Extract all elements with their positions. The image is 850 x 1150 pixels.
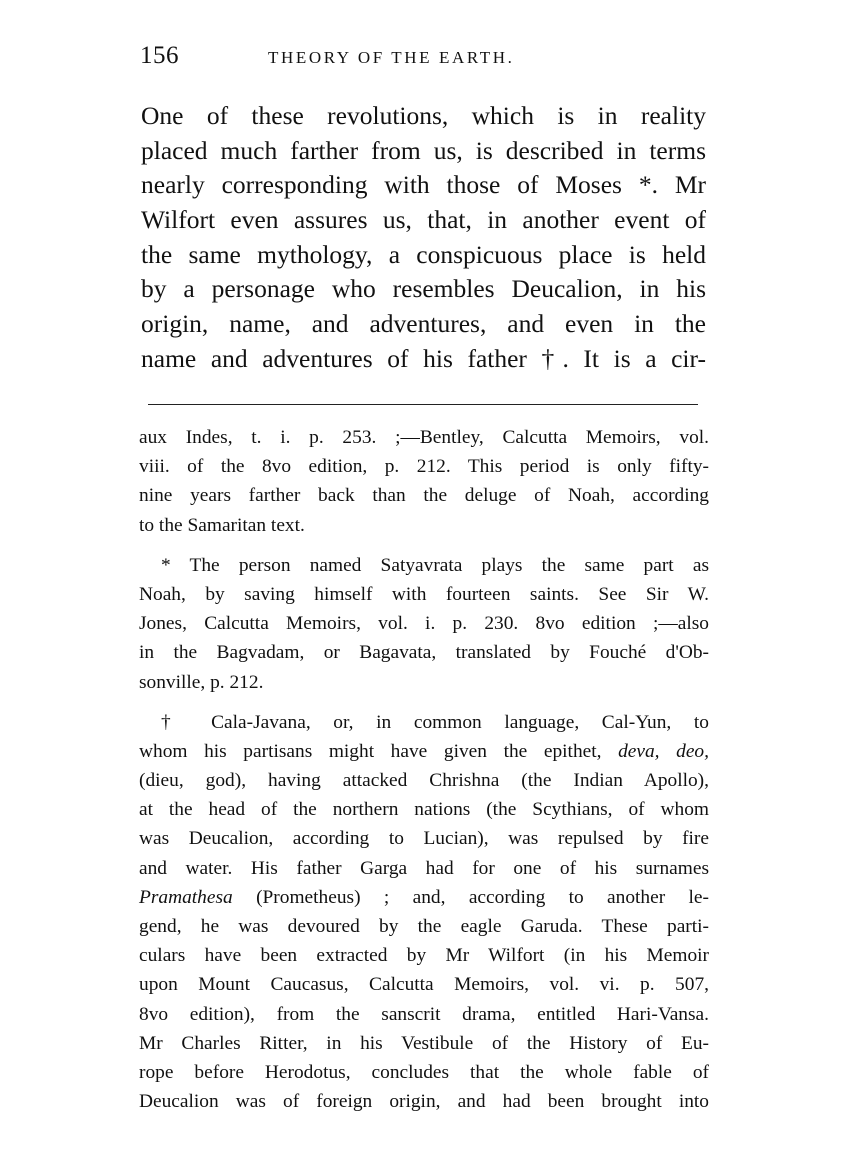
footnote-line: aux Indes, t. i. p. 253. ;—Bentley, Calcutta Memoirs, vol. bbox=[139, 427, 709, 448]
footnote-line: Mr Charles Ritter, in his Vestibule of the History of Eu- bbox=[139, 1032, 709, 1054]
page-number: 156 bbox=[140, 42, 179, 69]
footnote-line bbox=[139, 883, 709, 912]
footnote-line: at the head of the northern nations (the Scythians, of whom bbox=[139, 799, 709, 821]
page-header bbox=[140, 42, 710, 76]
footnote-italic-text: Pramathesa bbox=[139, 886, 233, 908]
body-line: placed much farther from us, is described in terms bbox=[141, 135, 706, 165]
footnote-line: in the Bagvadam, or Bagavata, translated by Fouché d'Ob- bbox=[139, 642, 709, 664]
body-line: Wilfort even assures us, that, in another event of bbox=[141, 205, 706, 235]
body-line: name and adventures of his father †. It is a cir- bbox=[141, 343, 706, 373]
main-text bbox=[141, 99, 706, 377]
footnote-line: sonville, p. 212. bbox=[139, 671, 264, 693]
footnote-line: Noah, by saving himself with fourteen saints. See Sir W. bbox=[139, 583, 709, 605]
footnote-text: whom his partisans might have given the epithet, bbox=[139, 740, 619, 762]
footnote-divider bbox=[148, 404, 698, 405]
footnote-continued bbox=[139, 423, 709, 540]
footnotes bbox=[139, 423, 709, 1116]
footnote-line: † Cala-Javana, or, in common language, Cal-Yun, to bbox=[161, 711, 709, 733]
footnote-line: and water. His father Garga had for one of his surnames bbox=[139, 857, 709, 879]
body-line: by a personage who resembles Deucalion, in his bbox=[141, 274, 706, 304]
footnote-line: nine years farther back than the deluge of Noah, according bbox=[139, 485, 709, 507]
footnote-italic-text: deva, deo, bbox=[618, 740, 709, 762]
footnote-line: Jones, Calcutta Memoirs, vol. i. p. 230. 8vo edition ;—also bbox=[139, 613, 709, 635]
footnote-line: 8vo edition), from the sanscrit drama, entitled Hari-Vansa. bbox=[139, 1003, 709, 1025]
footnote-line: * The person named Satyavrata plays the same part as bbox=[161, 554, 709, 576]
body-line: origin, name, and adventures, and even in the bbox=[141, 309, 706, 339]
footnote-line: upon Mount Caucasus, Calcutta Memoirs, vol. vi. p. 507, bbox=[139, 974, 709, 996]
footnote-text: (Prometheus) ; and, according to another le- bbox=[232, 886, 709, 908]
footnote-line: was Deucalion, according to Lucian), was repulsed by fire bbox=[139, 828, 709, 850]
body-line: the same mythology, a conspicuous place is held bbox=[141, 239, 706, 269]
footnote-star bbox=[139, 551, 709, 697]
footnote-line: culars have been extracted by Mr Wilfort (in his Memoir bbox=[139, 945, 709, 967]
body-line: nearly corresponding with those of Moses *. Mr bbox=[141, 170, 706, 200]
footnote-line: rope before Herodotus, concludes that the whole fable of bbox=[139, 1061, 709, 1083]
running-head: THEORY OF THE EARTH. bbox=[268, 48, 515, 67]
footnote-dagger bbox=[139, 708, 709, 1117]
body-line: One of these revolutions, which is in reality bbox=[141, 101, 706, 130]
footnote-line: to the Samaritan text. bbox=[139, 514, 305, 536]
footnote-line: Deucalion was of foreign origin, and had been brought into bbox=[139, 1091, 709, 1113]
footnote-line: gend, he was devoured by the eagle Garuda. These parti- bbox=[139, 916, 709, 937]
footnote-line bbox=[139, 737, 709, 766]
footnote-line: viii. of the 8vo edition, p. 212. This period is only fifty- bbox=[139, 456, 709, 478]
footnote-line: (dieu, god), having attacked Chrishna (the Indian Apollo), bbox=[139, 770, 709, 792]
